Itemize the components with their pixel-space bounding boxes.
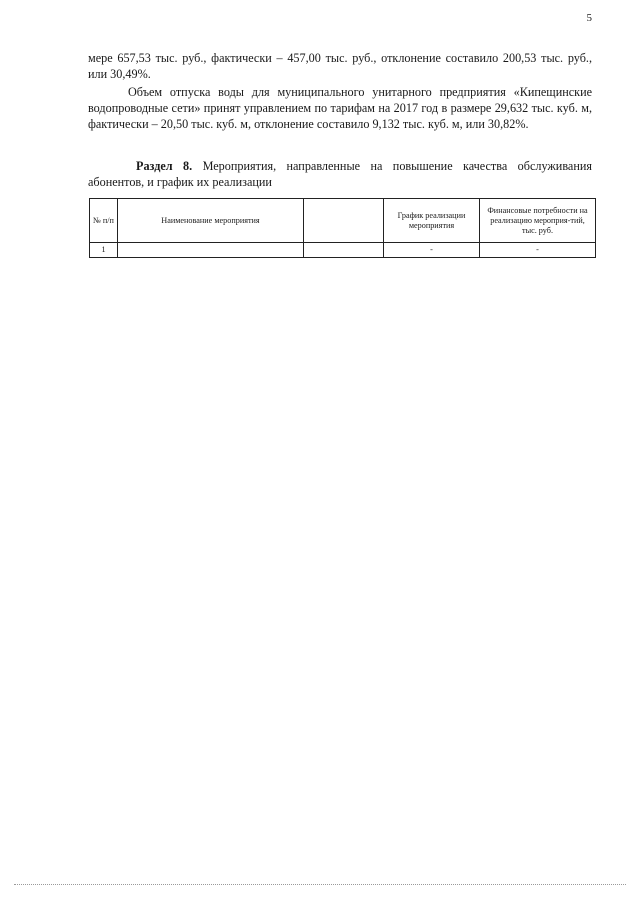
table-row	[90, 243, 596, 258]
cell-finance: -	[480, 243, 596, 258]
paragraph-water-volume: Объем отпуска воды для муниципального унитарного предприятия «Кипещинские водопроводные сети» принят управлением по тарифам на 2017 год в размере 29,632 тыс. куб. м, фактически – 20,50 тыс. куб. м, отклонение составило 9,132 тыс. куб. м, или 30,82%.	[88, 85, 592, 131]
page-number: 5	[586, 12, 592, 24]
section-8-heading	[88, 158, 592, 190]
paragraph-revenue-deviation: мере 657,53 тыс. руб., фактически – 457,00 тыс. руб., отклонение составило 200,53 тыс. руб., или 30,49%.	[88, 51, 592, 81]
table-header-row	[90, 199, 596, 243]
section-8-label: Раздел 8.	[136, 159, 193, 173]
cell-schedule: -	[384, 243, 480, 258]
header-blank	[304, 199, 384, 243]
bottom-scan-edge	[14, 884, 626, 885]
cell-number: 1	[90, 243, 118, 258]
header-schedule: График реализации мероприятия	[384, 199, 480, 243]
header-measure-name: Наименование мероприятия	[118, 199, 304, 243]
cell-measure-name	[118, 243, 304, 258]
header-number: № п/п	[90, 199, 118, 243]
cell-blank	[304, 243, 384, 258]
measures-table	[89, 198, 596, 258]
header-finance: Финансовые потребности на реализацию мероприя-тий, тыс. руб.	[480, 199, 596, 243]
section-8-title: Мероприятия, направленные на повышение качества обслуживания абонентов, и график их реализации	[88, 159, 592, 189]
